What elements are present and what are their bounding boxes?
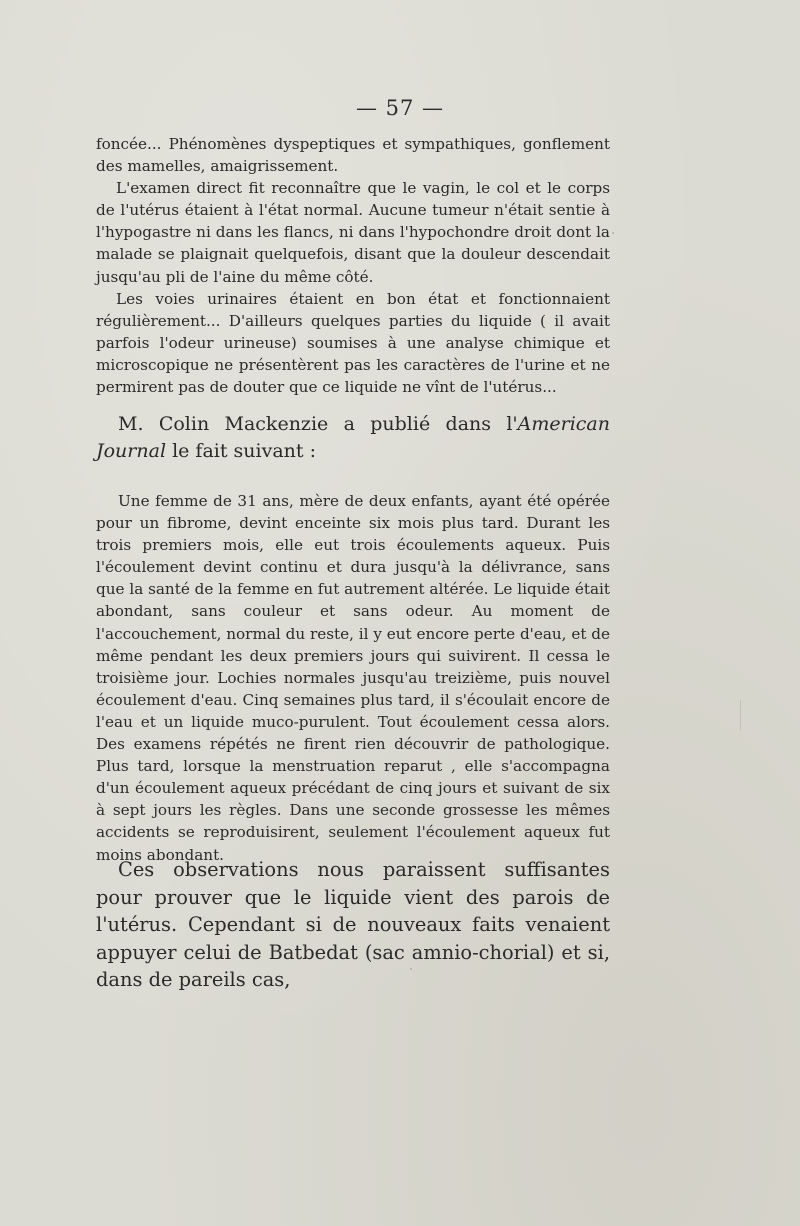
mackenzie-intro bbox=[96, 411, 610, 465]
observation-paragraph-3: Les voies urinaires étaient en bon état et fonctionnaient régulièrement... D'ailleurs quelques parties du liquide ( il avait parfois l'odeur urineuse) soumises à une analyse chimique et microscopique ne présentèrent pas les caractères de l'urine et ne permirent pas de douter que ce liquide ne vînt de l'utérus... bbox=[96, 289, 610, 397]
intro-text-after: le fait suivant : bbox=[166, 440, 316, 462]
conclusion-paragraph: Ces observations nous paraissent suffisantes pour prouver que le liquide vient des parois de l'utérus. Cependant si de nouveaux faits venaient appuyer celui de Batbedat (sac amnio-chorial) et si, dans de pareils cas, bbox=[96, 858, 610, 992]
intro-text-before: M. Colin Mackenzie a publié dans l' bbox=[118, 413, 518, 435]
case-report bbox=[96, 490, 610, 866]
paper-speck bbox=[612, 232, 614, 234]
intro-paragraph bbox=[96, 411, 610, 465]
paper-speck bbox=[410, 968, 412, 970]
page-number: — 57 — bbox=[355, 96, 445, 120]
journal-title: American Journal bbox=[96, 413, 610, 462]
conclusion bbox=[96, 856, 610, 994]
paper-mark bbox=[740, 700, 741, 730]
observation-paragraph-2: L'examen direct fit reconnaître que le vagin, le col et le corps de l'utérus étaient à l'état normal. Aucune tumeur n'était sentie à l'hypogastre ni dans les flancs, ni dans l'hypochondre droit dont la malade se plaignait quelquefois, disant que la douleur descendait jusqu'au pli de l'aine du même côté. bbox=[96, 179, 610, 286]
observation-paragraph-1: foncée... Phénomènes dyspeptiques et sympathiques, gonflement des mamelles, amaigrissement. bbox=[96, 135, 610, 176]
case-report-paragraph: Une femme de 31 ans, mère de deux enfants, ayant été opérée pour un fibrome, devint enceinte six mois plus tard. Durant les trois premiers mois, elle eut trois écoulements aqueux. Puis l'écoulement devint continu et dura jusqu'à la délivrance, sans que la santé de la femme en fut autrement altérée. Le liquide était abondant, sans couleur et sans odeur. Au moment de l'accouchement, normal du reste, il y eut encore perte d'eau, et de même pendant les deux premiers jours qui suivirent. Il cessa le troisième jour. Lochies normales jusqu'au treizième, puis nouvel écoulement d'eau. Cinq semaines plus tard, il s'écoulait encore de l'eau et un liquide muco-purulent. Tout écoulement cessa alors. Des examens répétés ne firent rien découvrir de pathologique. Plus tard, lorsque la menstruation reparut , elle s'accompagna d'un écoulement aqueux précédant de cinq jours et suivant de six à sept jours les règles. Dans une seconde grossesse les mêmes accidents se reproduisirent, seulement l'écoulement aqueux fut moins abondant. bbox=[96, 492, 610, 864]
observation-excerpt bbox=[96, 133, 610, 398]
